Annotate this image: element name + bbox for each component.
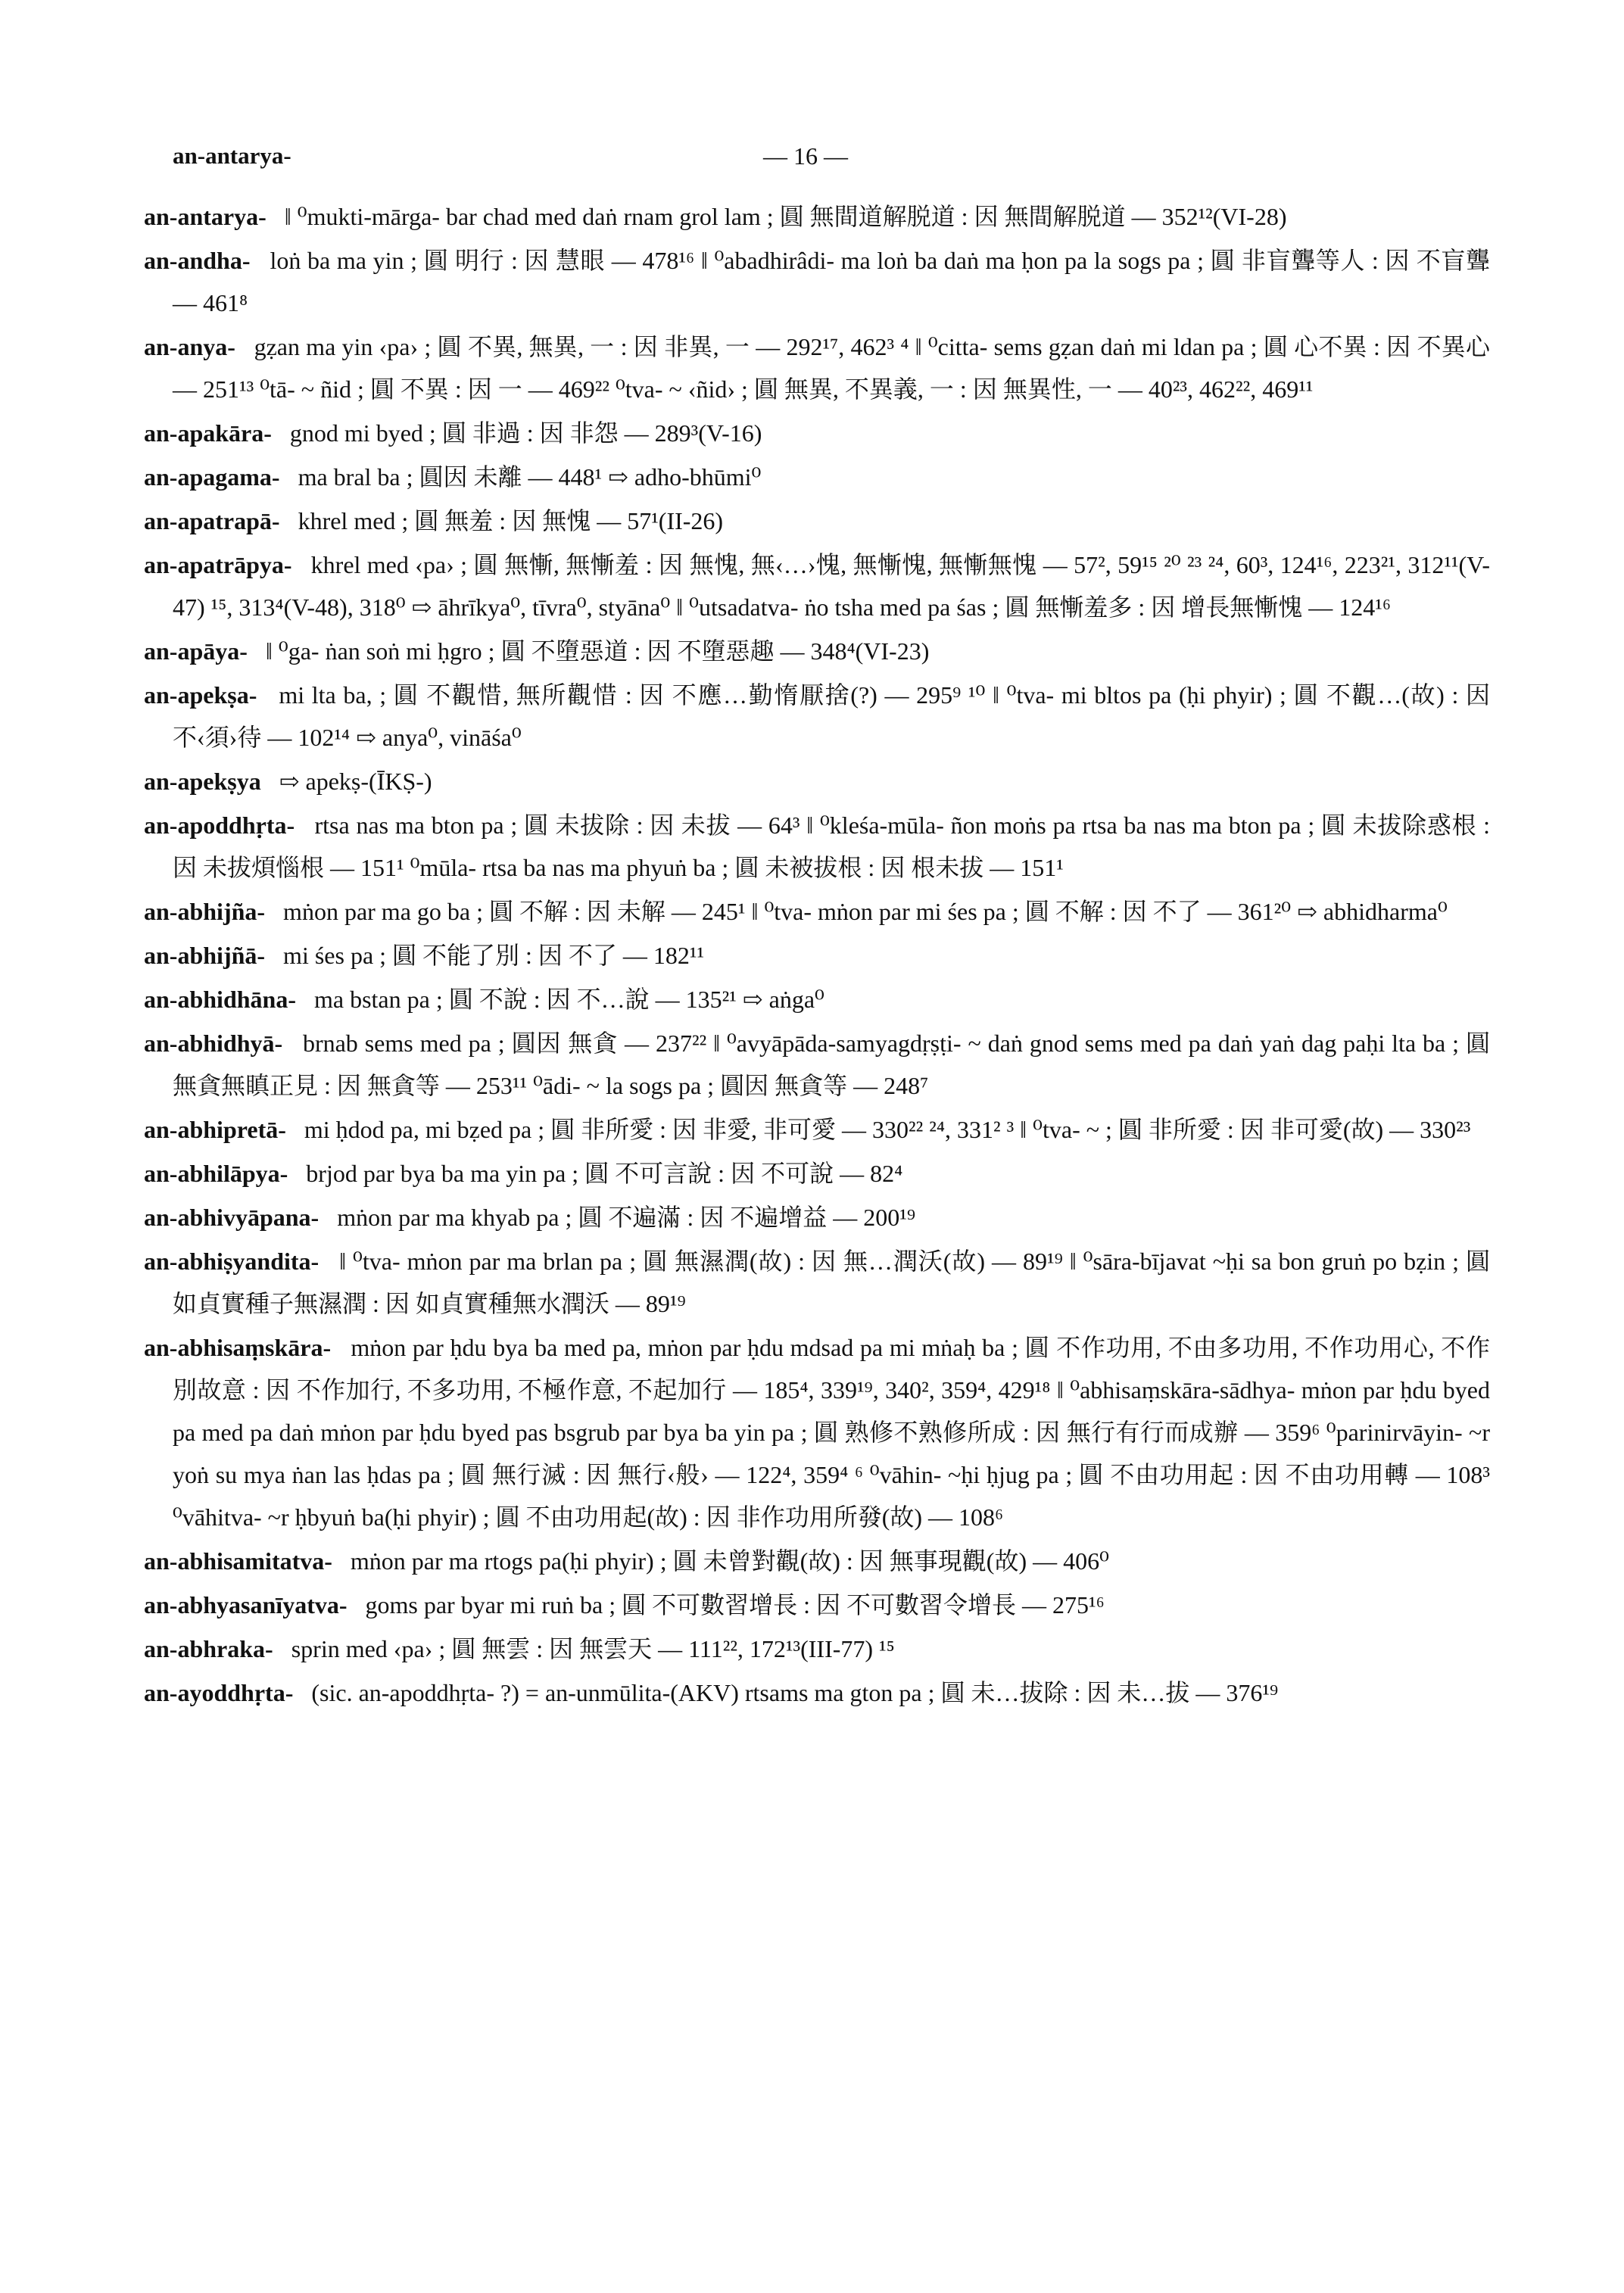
entry-headword: an-ayoddhṛta-: [144, 1679, 294, 1706]
entry: [144, 934, 1490, 977]
entry-body: ⇨ apekṣ-(ĪKṢ-): [279, 768, 432, 795]
entry-headword: an-apagama-: [144, 463, 280, 491]
entry-headword: an-antarya-: [144, 203, 267, 230]
entry-body: mi lta ba, ; 圓 不觀惜, 無所觀惜 : 因 不應…勤惰厭捨(?) — 295⁹ ¹⁰ ‖ ⁰tva- mi bltos pa (ḥi phyir) ; 圓 不觀…(故) : 因 不‹須›待 — 102¹⁴ ⇨ anya⁰, vināśa⁰: [173, 681, 1490, 751]
entry-body: brjod par bya ba ma yin pa ; 圓 不可言說 : 因 不可說 — 82⁴: [306, 1160, 903, 1187]
entry-headword: an-andha-: [144, 247, 251, 274]
entry: [144, 1240, 1490, 1325]
entry: [144, 195, 1490, 238]
entry-body: mṅon par ḥdu bya ba med pa, mṅon par ḥdu mdsad pa mi mṅaḥ ba ; 圓 不作功用, 不由多功用, 不作功用心, 不作別故意 : 因 不作加行, 不多功用, 不極作意, 不起加行 — 185⁴, 339¹⁹, 340², 359⁴, 429¹⁸ ‖ ⁰abhisaṃskāra-sādhya- mṅon par ḥdu byed pa med pa daṅ mṅon par ḥdu byed pas bsgrub par bya ba yin pa ; 圓 熟修不熟修所成 : 因 無行有行而成辦 — 359⁶ ⁰parinirvāyin- ~r yoṅ su mya ṅan las ḥdas pa ; 圓 無行滅 : 因 無行‹般› — 122⁴, 359⁴ ⁶ ⁰vāhin- ~ḥi ḥjug pa ; 圓 不由功用起 : 因 不由功用轉 — 108³ ⁰vāhitva- ~r ḥbyuṅ ba(ḥi phyir) ; 圓 不由功用起(故) : 因 非作功用所發(故) — 108⁶: [173, 1334, 1490, 1531]
running-head: [173, 142, 1475, 173]
entry-headword: an-abhraka-: [144, 1635, 273, 1662]
entry: [144, 326, 1490, 410]
entry: [144, 890, 1490, 933]
entry-headword: an-apekṣa-: [144, 681, 257, 709]
entry: [144, 760, 1490, 802]
entry-body: rtsa nas ma bton pa ; 圓 未拔除 : 因 未拔 — 64³ ‖ ⁰kleśa-mūla- ñon moṅs pa rtsa ba nas ma bton pa ; 圓 未拔除惑根 : 因 未拔煩惱根 — 151¹ ⁰mūla- rtsa ba nas ma phyuṅ ba ; 圓 未被拔根 : 因 根未拔 — 151¹: [173, 812, 1490, 881]
entry: [144, 674, 1490, 759]
entry: [144, 978, 1490, 1020]
entry-headword: an-abhidhyā-: [144, 1030, 283, 1057]
entry-headword: an-abhijña-: [144, 898, 266, 925]
entry-headword: an-apakāra-: [144, 419, 272, 447]
entry-body: (sic. an-apoddhṛta- ?) = an-unmūlita-(AKV) rtsams ma gton pa ; 圓 未…拔除 : 因 未…拔 — 376¹⁹: [311, 1679, 1279, 1706]
entry-body: ‖ ⁰mukti-mārga- bar chad med daṅ rnam grol lam ; 圓 無間道解脱道 : 因 無間解脱道 — 352¹²(VI-28): [284, 203, 1287, 230]
entry-body: gẓan ma yin ‹pa› ; 圓 不異, 無異, 一 : 因 非異, 一 — 292¹⁷, 462³ ⁴ ‖ ⁰citta- sems gẓan daṅ mi ldan pa ; 圓 心不異 : 因 不異心 — 251¹³ ⁰tā- ~ ñid ; 圓 不異 : 因 一 — 469²² ⁰tva- ~ ‹ñid› ; 圓 無異, 不異義, 一 : 因 無異性, 一 — 40²³, 462²², 469¹¹: [173, 333, 1490, 403]
entry: [144, 500, 1490, 542]
entry: [144, 630, 1490, 672]
entry-body: ‖ ⁰ga- ṅan soṅ mi ḥgro ; 圓 不墮惡道 : 因 不墮惡趣 — 348⁴(VI-23): [265, 637, 930, 665]
entry-headword: an-apatrapā-: [144, 507, 280, 534]
entry-headword: an-abhipretā-: [144, 1116, 286, 1143]
entry-headword: an-apekṣya: [144, 768, 261, 795]
entry-headword: an-abhidhāna-: [144, 986, 296, 1013]
entry-body: goms par byar mi ruṅ ba ; 圓 不可數習增長 : 因 不可數習令增長 — 275¹⁶: [365, 1591, 1105, 1618]
entry: [144, 1584, 1490, 1626]
entry: [144, 412, 1490, 454]
entry-body: gnod mi byed ; 圓 非過 : 因 非怨 — 289³(V-16): [289, 419, 762, 447]
entry: [144, 544, 1490, 628]
entry: [144, 1326, 1490, 1538]
entry-headword: an-abhilāpya-: [144, 1160, 288, 1187]
entry-headword: an-abhivyāpana-: [144, 1204, 320, 1231]
entry: [144, 1540, 1490, 1582]
entry-headword: an-abhiṣyandita-: [144, 1248, 320, 1275]
entry-body: ‖ ⁰tva- mṅon par ma brlan pa ; 圓 無濕潤(故) : 因 無…潤沃(故) — 89¹⁹ ‖ ⁰sāra-bījavat ~ḥi sa bon gruṅ po bẓin ; 圓 如貞實種子無濕潤 : 因 如貞實種無水潤沃 — 89¹⁹: [173, 1248, 1490, 1317]
entry-body: mṅon par ma go ba ; 圓 不解 : 因 未解 — 245¹ ‖ ⁰tva- mṅon par mi śes pa ; 圓 不解 : 因 不了 — 361²⁰ ⇨ abhidharma⁰: [283, 898, 1448, 925]
entry-body: ma bstan pa ; 圓 不說 : 因 不…說 — 135²¹ ⇨ aṅga⁰: [313, 986, 824, 1013]
entry-body: loṅ ba ma yin ; 圓 明行 : 因 慧眼 — 478¹⁶ ‖ ⁰abadhirâdi- ma loṅ ba daṅ ma ḥon pa la sogs pa ; 圓 非盲聾等人 : 因 不盲聾 — 461⁸: [173, 247, 1490, 316]
entry-body: mṅon par ma rtogs pa(ḥi phyir) ; 圓 未曾對觀(故) : 因 無事現觀(故) — 406⁰: [350, 1547, 1109, 1575]
entry-body: mi ḥdod pa, mi bẓed pa ; 圓 非所愛 : 因 非愛, 非可愛 — 330²² ²⁴, 331² ³ ‖ ⁰tva- ~ ; 圓 非所愛 : 因 非可愛(故) — 330²³: [304, 1116, 1471, 1143]
entry-body: mi śes pa ; 圓 不能了別 : 因 不了 — 182¹¹: [283, 942, 705, 969]
entry-headword: an-abhyasanīyatva-: [144, 1591, 348, 1618]
entry: [144, 1152, 1490, 1195]
entry: [144, 804, 1490, 889]
entry-headword: an-abhisamitatva-: [144, 1547, 332, 1575]
entry: [144, 239, 1490, 324]
running-headword: an-antarya-: [173, 142, 291, 169]
entry-body: mṅon par ma khyab pa ; 圓 不遍滿 : 因 不遍增益 — 200¹⁹: [337, 1204, 915, 1231]
entry-headword: an-abhisaṃskāra-: [144, 1334, 332, 1361]
entry: [144, 1671, 1490, 1714]
entry-body: ma bral ba ; 圓因 未離 — 448¹ ⇨ adho-bhūmi⁰: [298, 463, 762, 491]
entry-headword: an-apāya-: [144, 637, 248, 665]
entry-body: khrel med ‹pa› ; 圓 無慚, 無慚羞 : 因 無愧, 無‹…›愧, 無慚愧, 無慚無愧 — 57², 59¹⁵ ²⁰ ²³ ²⁴, 60³, 124¹⁶, 223²¹, 312¹¹(V-47) ¹⁵, 313⁴(V-48), 318⁰ ⇨ āhrīkya⁰, tīvra⁰, styāna⁰ ‖ ⁰utsadatva- ṅo tsha med pa śas ; 圓 無慚羞多 : 因 增長無慚愧 — 124¹⁶: [173, 551, 1490, 621]
entry: [144, 456, 1490, 498]
entry-body: sprin med ‹pa› ; 圓 無雲 : 因 無雲天 — 111²², 172¹³(III-77) ¹⁵: [291, 1635, 895, 1662]
entry-headword: an-anya-: [144, 333, 235, 360]
entry: [144, 1196, 1490, 1238]
entry-headword: an-apatrāpya-: [144, 551, 292, 578]
entry-headword: an-apoddhṛta-: [144, 812, 295, 839]
entry-body: khrel med ; 圓 無羞 : 因 無愧 — 57¹(II-26): [298, 507, 724, 534]
entry: [144, 1022, 1490, 1107]
entry: [144, 1108, 1490, 1151]
entry: [144, 1628, 1490, 1670]
page-number: — 16 —: [763, 142, 848, 170]
dictionary-entries: [144, 195, 1490, 1715]
entry-body: brnab sems med pa ; 圓因 無貪 — 237²² ‖ ⁰avyāpāda-samyagdṛṣṭi- ~ daṅ gnod sems med pa daṅ yaṅ dag paḥi lta ba ; 圓 無貪無瞋正見 : 因 無貪等 — 253¹¹ ⁰ādi- ~ la sogs pa ; 圓因 無貪等 — 248⁷: [173, 1030, 1490, 1099]
entry-headword: an-abhijñā-: [144, 942, 266, 969]
